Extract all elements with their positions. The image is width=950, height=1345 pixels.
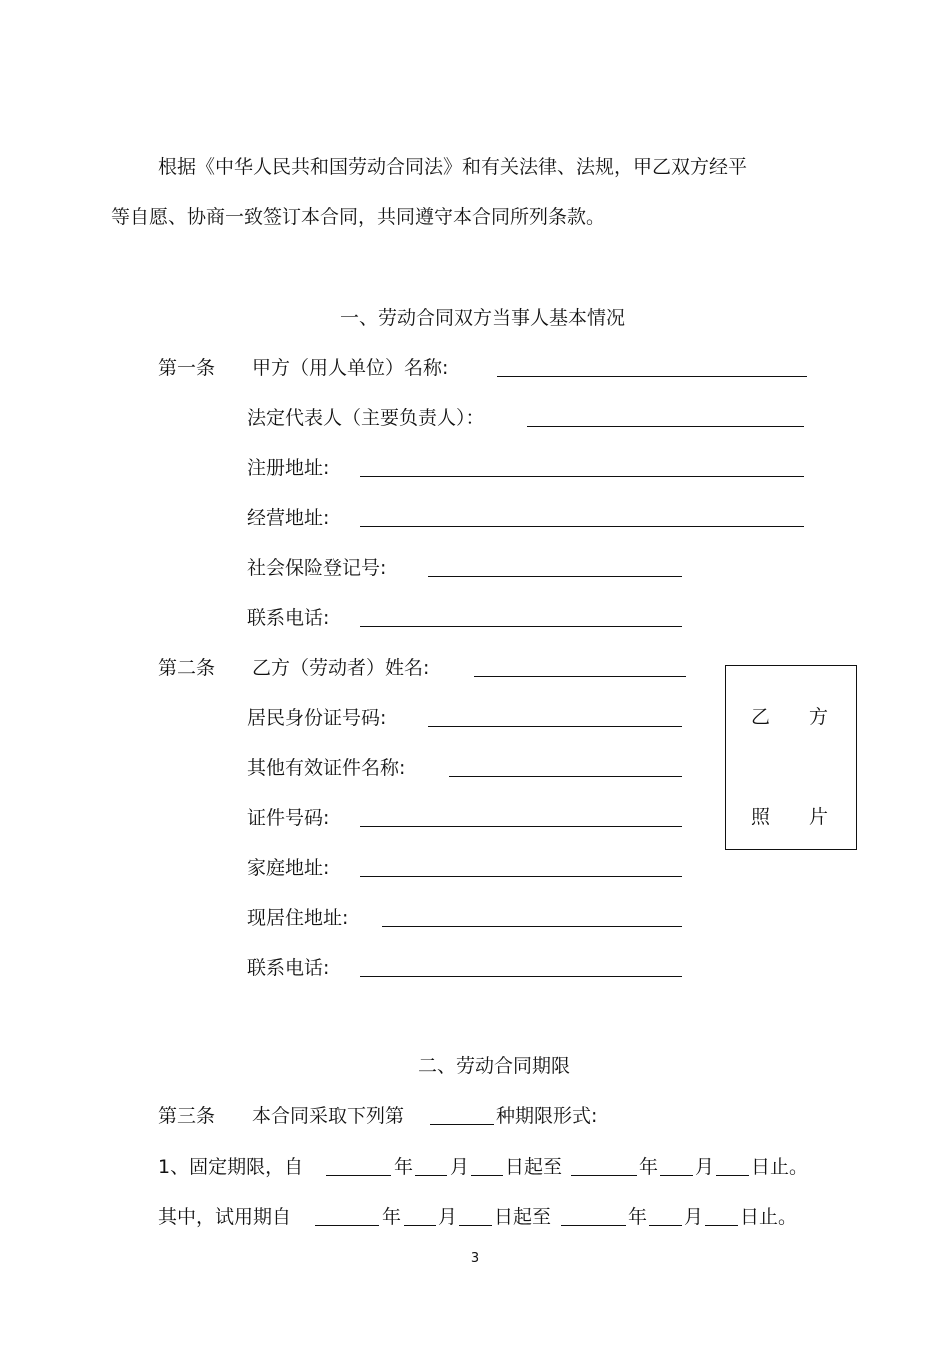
probation-day-to: 日止。 (740, 1206, 798, 1228)
probation-start-year-field[interactable] (315, 1225, 379, 1226)
probation-end-year-field[interactable] (561, 1225, 626, 1226)
legal-rep-label: 法定代表人（主要负责人）： (247, 407, 485, 429)
article-3-text-b: 种期限形式: (496, 1105, 598, 1127)
biz-address-label: 经营地址: (247, 507, 330, 529)
article-2-label: 第二条 (158, 657, 216, 679)
photo-box[interactable] (725, 665, 857, 850)
section-1-title: 一、劳动合同双方当事人基本情况 (340, 307, 626, 329)
biz-address-field[interactable] (360, 526, 804, 527)
fixed-end-month-field[interactable] (660, 1175, 693, 1176)
social-insurance-label: 社会保险登记号: (247, 557, 387, 579)
employer-name-field[interactable] (497, 376, 807, 377)
probation-end-month-field[interactable] (649, 1225, 682, 1226)
photo-label-3: 照 (751, 806, 771, 828)
probation-start-month-field[interactable] (404, 1225, 436, 1226)
employer-name-label: 甲方（用人单位）名称: (252, 357, 449, 379)
probation-day-from: 日起至 (494, 1206, 552, 1228)
fixed-year-2: 年 (639, 1156, 659, 1178)
preamble-line-1: 根据《中华人民共和国劳动合同法》和有关法律、法规，甲乙双方经平 (158, 156, 748, 178)
page-number: 3 (470, 1251, 480, 1266)
social-insurance-field[interactable] (428, 576, 682, 577)
employee-name-label: 乙方（劳动者）姓名: (252, 657, 430, 679)
probation-year-2: 年 (628, 1206, 648, 1228)
employer-phone-field[interactable] (360, 626, 682, 627)
fixed-month-1: 月 (450, 1156, 470, 1178)
probation-end-day-field[interactable] (705, 1225, 738, 1226)
home-address-label: 家庭地址: (247, 857, 330, 879)
fixed-year-1: 年 (394, 1156, 414, 1178)
employer-phone-label: 联系电话: (247, 607, 330, 629)
probation-month-1: 月 (438, 1206, 458, 1228)
fixed-month-2: 月 (695, 1156, 715, 1178)
article-3-label: 第三条 (158, 1105, 216, 1127)
photo-label-1: 乙 (751, 706, 771, 728)
fixed-start-month-field[interactable] (415, 1175, 447, 1176)
fixed-day-from: 日起至 (505, 1156, 563, 1178)
article-1-label: 第一条 (158, 357, 216, 379)
employee-name-field[interactable] (474, 676, 686, 677)
fixed-day-to: 日止。 (751, 1156, 809, 1178)
probation-start-day-field[interactable] (459, 1225, 492, 1226)
reg-address-field[interactable] (360, 476, 804, 477)
reg-address-label: 注册地址: (247, 457, 330, 479)
fixed-start-year-field[interactable] (326, 1175, 391, 1176)
cert-number-field[interactable] (360, 826, 682, 827)
legal-rep-field[interactable] (527, 426, 804, 427)
fixed-term-prefix: 1、固定期限，自 (158, 1156, 304, 1178)
photo-label-4: 片 (809, 806, 829, 828)
cert-number-label: 证件号码: (247, 807, 330, 829)
other-id-label: 其他有效证件名称: (247, 757, 406, 779)
preamble-line-2: 等自愿、协商一致签订本合同，共同遵守本合同所列条款。 (111, 206, 606, 228)
article-3-text-a: 本合同采取下列第 (252, 1105, 405, 1127)
term-type-field[interactable] (430, 1124, 494, 1125)
id-number-field[interactable] (428, 726, 682, 727)
current-address-label: 现居住地址: (247, 907, 349, 929)
photo-label-2: 方 (809, 706, 829, 728)
fixed-end-day-field[interactable] (716, 1175, 749, 1176)
employee-phone-label: 联系电话: (247, 957, 330, 979)
current-address-field[interactable] (382, 926, 682, 927)
other-id-field[interactable] (449, 776, 682, 777)
probation-month-2: 月 (684, 1206, 704, 1228)
probation-prefix: 其中，试用期自 (158, 1206, 292, 1228)
section-2-title: 二、劳动合同期限 (418, 1055, 571, 1077)
id-number-label: 居民身份证号码: (247, 707, 387, 729)
fixed-end-year-field[interactable] (571, 1175, 637, 1176)
home-address-field[interactable] (360, 876, 682, 877)
employee-phone-field[interactable] (360, 976, 682, 977)
fixed-start-day-field[interactable] (471, 1175, 503, 1176)
probation-year-1: 年 (382, 1206, 402, 1228)
